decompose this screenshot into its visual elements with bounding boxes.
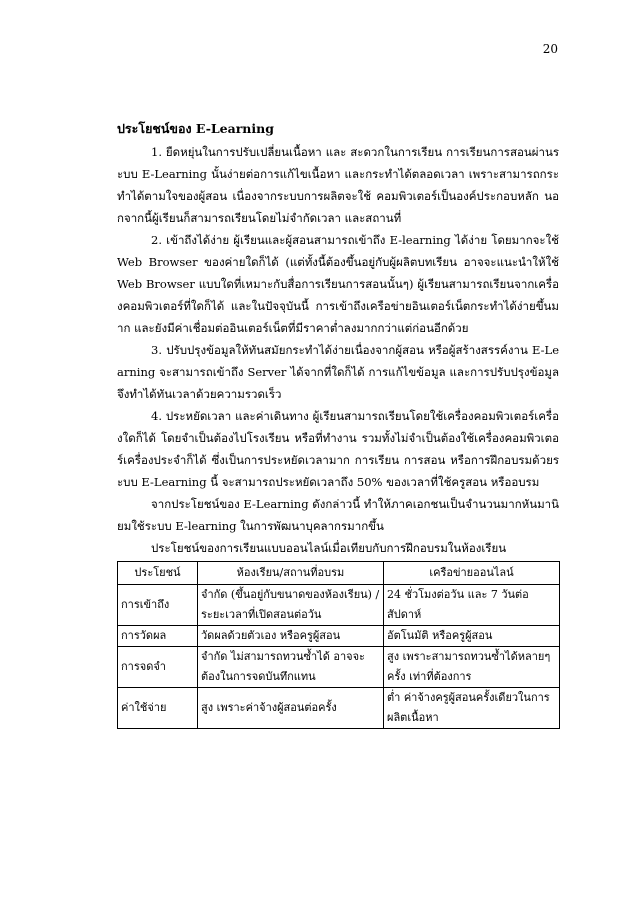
table-row bbox=[118, 688, 560, 729]
table-cell: วัดผลด้วยตัวเอง หรือครูผู้สอน bbox=[198, 626, 384, 647]
table-row bbox=[118, 585, 560, 626]
table-cell: การจดจำ bbox=[118, 647, 198, 688]
paragraph-updating: 3. ปรับปรุงข้อมูลให้ทันสมัยกระทำได้ง่ายเนื่องจากผู้สอน หรือผู้สร้างสรรค์งาน E-Learning จะสามารถเข้าถึง Server ได้จากที่ใดก็ได้ การแก้ไขข้อมูล และการปรับปรุงข้อมูล จึงทำได้ทันเวลาด้วยความรวดเร็ว bbox=[117, 343, 559, 401]
table-cell: 24 ชั่วโมงต่อวัน และ 7 วันต่อสัปดาห์ bbox=[384, 585, 560, 626]
table-header-cell: เครือข่ายออนไลน์ bbox=[384, 562, 560, 585]
table-row bbox=[118, 647, 560, 688]
table-row bbox=[118, 626, 560, 647]
table-header-cell: ประโยชน์ bbox=[118, 562, 198, 585]
table-cell: สูง เพราะค่าจ้างผู้สอนต่อครั้ง bbox=[198, 688, 384, 729]
table-caption: ประโยชน์ของการเรียนแบบออนไลน์เมื่อเทียบกับการฝึกอบรมในห้องเรียน bbox=[151, 541, 507, 555]
paragraph-flexibility: 1. ยืดหยุ่นในการปรับเปลี่ยนเนื้อหา และ สะดวกในการเรียน การเรียนการสอนผ่านระบบ E-Learning นั้นง่ายต่อการแก้ไขเนื้อหา และกระทำได้ตลอดเวลา เพราะสามารถกระทำได้ตามใจของผู้สอน เนื่องจากระบบการผลิตจะใช้ คอมพิวเตอร์เป็นองค์ประกอบหลัก นอกจากนี้ผู้เรียนก็สามารถเรียนโดยไม่จำกัดเวลา และสถานที่ bbox=[117, 145, 559, 225]
table-cell: อัตโนมัติ หรือครูผู้สอน bbox=[384, 626, 560, 647]
table-cell: จำกัด (ขึ้นอยู่กับขนาดของห้องเรียน) / ระยะเวลาที่เปิดสอนต่อวัน bbox=[198, 585, 384, 626]
table-cell: ค่าใช้จ่าย bbox=[118, 688, 198, 729]
table-header-row bbox=[118, 562, 560, 585]
table-cell: ต่ำ ค่าจ้างครูผู้สอนครั้งเดียวในการผลิตเนื้อหา bbox=[384, 688, 560, 729]
table-header-cell: ห้องเรียน/สถานที่อบรม bbox=[198, 562, 384, 585]
paragraph-saving: 4. ประหยัดเวลา และค่าเดินทาง ผู้เรียนสามารถเรียนโดยใช้เครื่องคอมพิวเตอร์เครื่องใดก็ได้ โดยจำเป็นต้องไปโรงเรียน หรือที่ทำงาน รวมทั้งไม่จำเป็นต้องใช้เครื่องคอมพิวเตอร์เครื่องประจำก็ได้ ซึ่งเป็นการประหยัดเวลามาก การเรียน การสอน หรือการฝึกอบรมด้วยระบบ E-Learning นี้ จะสามารถประหยัดเวลาถึง 50% ของเวลาที่ใช้ครูสอน หรืออบรม bbox=[117, 409, 559, 489]
paragraph-accessibility: 2. เข้าถึงได้ง่าย ผู้เรียนและผู้สอนสามารถเข้าถึง E-learning ได้ง่าย โดยมากจะใช้ Web Browser ของค่ายใดก็ได้ (แต่ทั้งนี้ต้องขึ้นอยู่กับผู้ผลิตบทเรียน อาจจะแนะนำให้ใช้ Web Browser แบบใดที่เหมาะกับสื่อการเรียนการสอนนั้นๆ) ผู้เรียนสามารถเรียนจากเครื่องคอมพิวเตอร์ที่ใดก็ได้ และในปัจจุบันนี้ การเข้าถึงเครือข่ายอินเตอร์เน็ตกระทำได้ง่ายขึ้นมาก และยังมีค่าเชื่อมต่ออินเตอร์เน็ตที่มีราคาต่ำลงมากกว่าแต่ก่อนอีกด้วย bbox=[117, 233, 559, 335]
table-cell: จำกัด ไม่สามารถทวนซ้ำได้ อาจจะต้องในการจดบันทึกแทน bbox=[198, 647, 384, 688]
paragraph-summary: จากประโยชน์ของ E-Learning ดังกล่าวนี้ ทำให้ภาคเอกชนเป็นจำนวนมากหันมานิยมใช้ระบบ E-learning ในการพัฒนาบุคลากรมากขึ้น bbox=[117, 497, 559, 533]
comparison-table bbox=[117, 561, 560, 729]
page-content bbox=[117, 118, 559, 729]
page-number: 20 bbox=[542, 42, 558, 56]
table-cell: การวัดผล bbox=[118, 626, 198, 647]
table-cell: สูง เพราะสามารถทวนซ้ำได้หลายๆ ครั้ง เท่าที่ต้องการ bbox=[384, 647, 560, 688]
table-cell: การเข้าถึง bbox=[118, 585, 198, 626]
section-heading: ประโยชน์ของ E-Learning bbox=[117, 121, 274, 136]
